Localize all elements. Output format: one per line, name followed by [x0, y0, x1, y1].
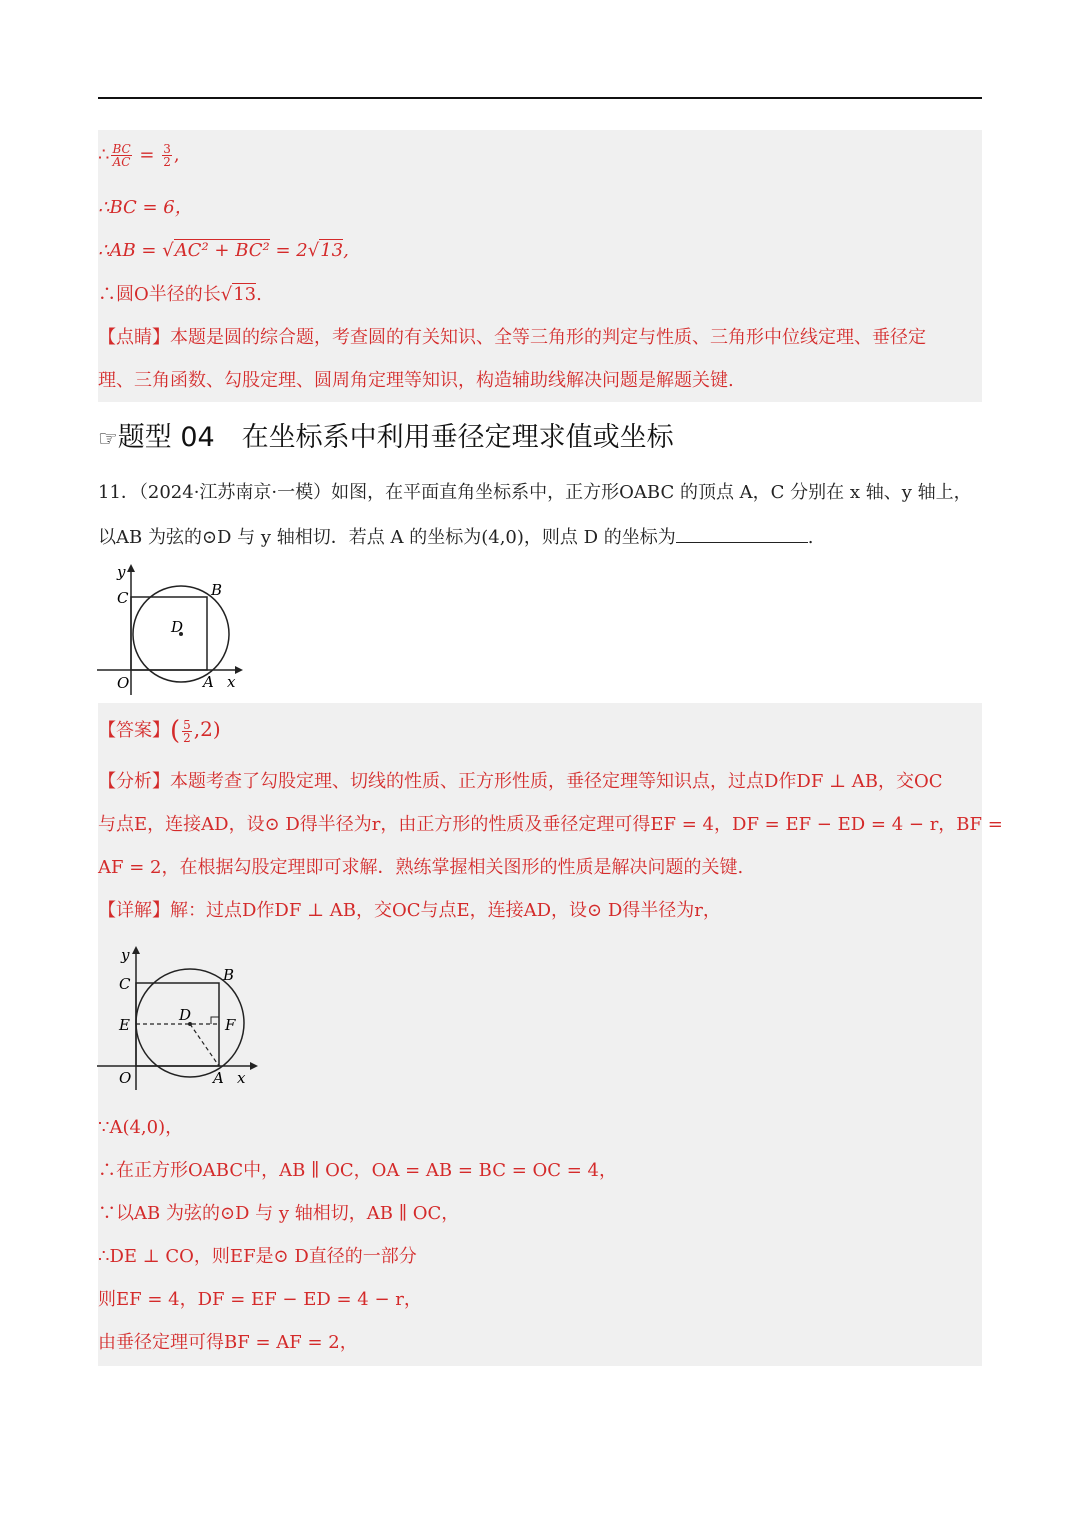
fig2-label-e: E	[119, 1016, 130, 1034]
fig1-label-c: C	[117, 589, 129, 607]
pointing-hand-icon: ☞	[98, 427, 118, 452]
fig1-label-x: x	[227, 673, 236, 691]
fig2-label-a: A	[213, 1069, 224, 1087]
detail-label: 【详解】	[98, 900, 170, 921]
section-title: 题型 04 在坐标系中利用垂径定理求值或坐标	[117, 422, 674, 453]
fig2-label-c: C	[119, 975, 131, 993]
analysis-line-3: AF = 2，在根据勾股定理即可求解．熟练掌握相关图形的性质是解决问题的关键.	[98, 857, 744, 878]
figure-circle-square-construction	[95, 940, 265, 1095]
fraction-bc-ac: $\frac{BC}{AC}$	[112, 142, 131, 169]
question-line-1: 11．（2024·江苏南京·一模）如图，在平面直角坐标系中，正方形OABC 的顶点 A，C 分别在 x 轴、y 轴上，	[98, 482, 972, 503]
step-line-2: ∴在正方形OABC中，AB ∥ OC，OA = AB = BC = OC = 4，	[98, 1160, 618, 1181]
fig1-label-o: O	[117, 674, 130, 692]
solution-line-ab: ∴AB = √AC² + BC² = 2√13,	[98, 240, 349, 261]
comment-line-2: 理、三角函数、勾股定理、圆周角定理等知识，构造辅助线解决问题是解题关键.	[98, 370, 734, 391]
step-line-6: 由垂径定理可得BF = AF = 2，	[98, 1332, 358, 1353]
analysis-line-2: 与点E，连接AD，设⊙ D得半径为r，由正方形的性质及垂径定理可得EF = 4，DF = EF − ED = 4 − r，BF =	[98, 814, 1003, 835]
solution-block-top	[98, 130, 982, 402]
fig1-label-b: B	[211, 581, 223, 599]
analysis-line-1: 【分析】本题考查了勾股定理、切线的性质、正方形性质，垂径定理等知识点，过点D作DF ⊥ AB，交OC	[98, 771, 943, 792]
solution-line-bc: ∴BC = 6，	[98, 197, 193, 218]
fig1-label-y: y	[117, 563, 126, 581]
fraction-three-halves: $\frac{3}{2}$	[163, 142, 171, 169]
step-line-3: ∵以AB 为弦的⊙D 与 y 轴相切，AB ∥ OC，	[98, 1203, 460, 1224]
section-heading	[98, 421, 674, 457]
analysis-label: 【分析】	[98, 771, 170, 792]
fig2-label-f: F	[225, 1016, 236, 1034]
answer-line: 【答案】( $\frac{5}{2}$ ,2)	[98, 716, 221, 746]
question-line-2: 以AB 为弦的⊙D 与 y 轴相切．若点 A 的坐标为(4,0)，则点 D 的坐标为 .	[98, 527, 814, 548]
solution-line-ratio: ∴ $\frac{BC}{AC}$ = $\frac{3}{2}$ ,	[98, 142, 180, 169]
fig2-label-y: y	[121, 946, 130, 964]
fig2-label-x: x	[237, 1069, 246, 1087]
comment-label: 【点睛】	[98, 327, 170, 348]
answer-fraction: $\frac{5}{2}$	[183, 717, 191, 745]
fig1-label-a: A	[203, 673, 214, 691]
detail-line-1: 【详解】解：过点D作DF ⊥ AB，交OC与点E，连接AD，设⊙ D得半径为r，	[98, 900, 721, 921]
step-line-5: 则EF = 4，DF = EF − ED = 4 − r，	[98, 1289, 422, 1310]
fig2-label-d: D	[179, 1006, 192, 1024]
fig1-label-d: D	[171, 618, 184, 636]
figure-circle-square	[95, 560, 255, 700]
answer-label: 【答案】	[98, 720, 170, 741]
step-line-1: ∵A(4,0)，	[98, 1117, 184, 1138]
fig2-label-o: O	[119, 1069, 132, 1087]
comment-line-1: 【点睛】本题是圆的综合题，考查圆的有关知识、全等三角形的判定与性质、三角形中位线定理、垂径定	[98, 327, 926, 348]
fig2-label-b: B	[223, 966, 235, 984]
step-line-4: ∴DE ⊥ CO，则EF是⊙ D直径的一部分	[98, 1246, 417, 1267]
header-rule	[98, 97, 982, 99]
solution-line-radius: ∴圆O半径的长√13.	[98, 284, 262, 305]
answer-blank	[676, 526, 808, 543]
